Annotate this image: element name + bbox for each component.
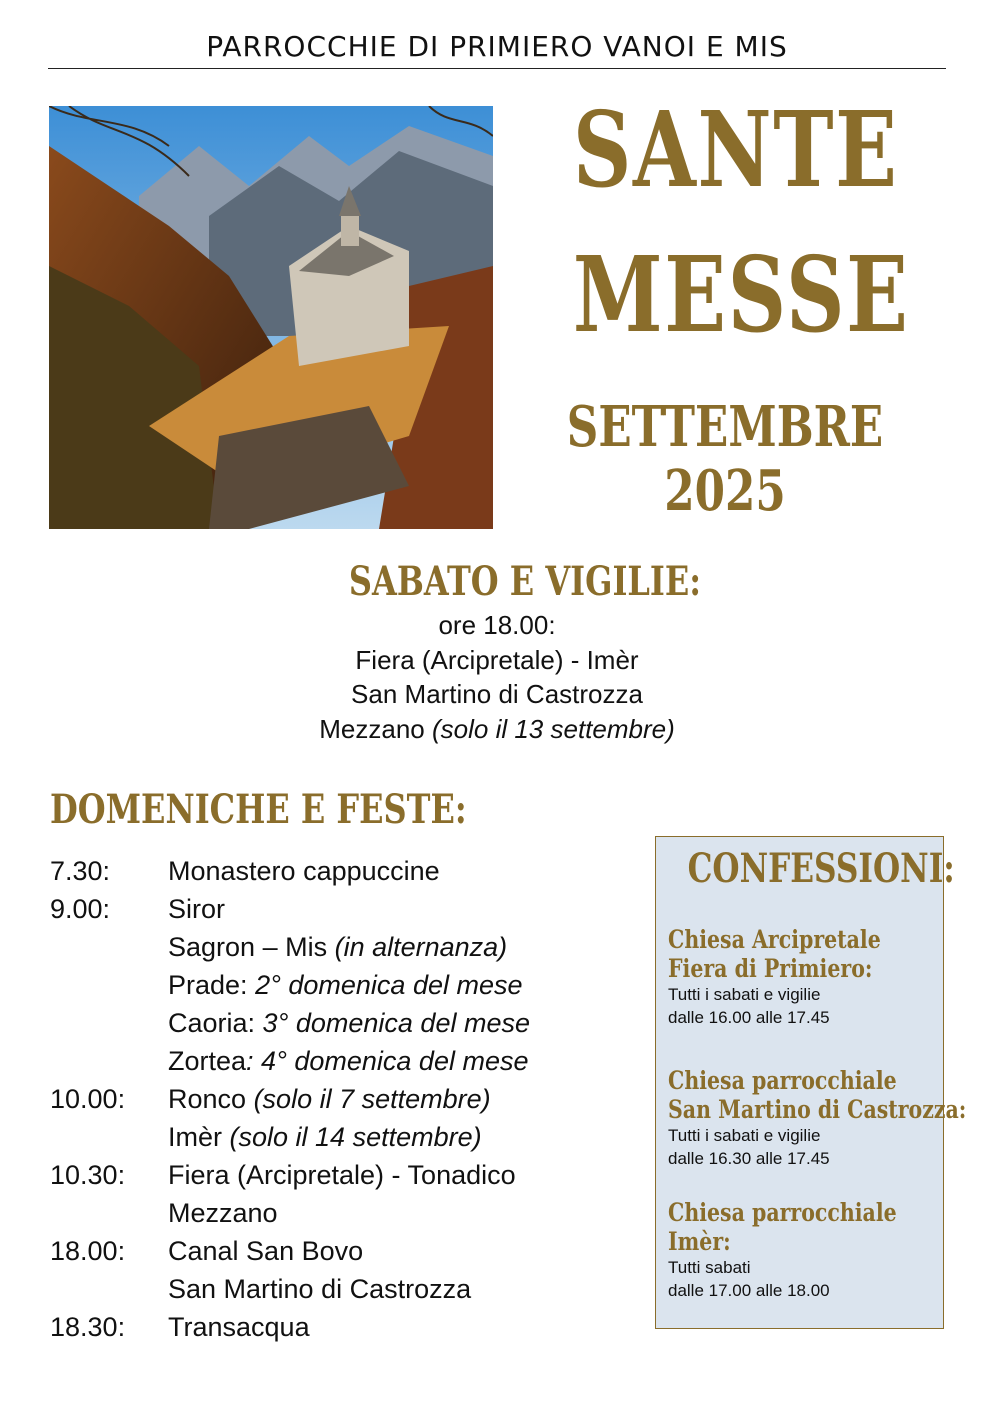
confession-church-name: Chiesa parrocchiale (668, 1198, 897, 1227)
title-messe: MESSE (572, 233, 910, 356)
sunday-heading: DOMENICHE E FESTE: (50, 786, 467, 833)
confession-block-san-martino (668, 1066, 967, 1170)
confessions-heading: CONFESSIONI: (687, 845, 955, 892)
parishes-header: PARROCCHIE DI PRIMIERO VANOI E MIS (206, 30, 788, 63)
saturday-place-1: San Martino di Castrozza (351, 679, 643, 709)
confession-church-place: San Martino di Castrozza: (668, 1095, 967, 1124)
confessions-box (655, 836, 967, 1329)
confession-hours: dalle 17.00 alle 18.00 (668, 1281, 830, 1300)
confession-church-place: Imèr: (668, 1227, 731, 1256)
confession-church-place: Fiera di Primiero: (668, 954, 873, 983)
confession-days: Tutti sabati (668, 1258, 751, 1277)
saturday-time: ore 18.00: (438, 610, 556, 640)
saturday-place-2: Mezzano (solo il 13 settembre) (319, 713, 675, 744)
title-month: SETTEMBRE 2025 (566, 394, 884, 524)
confession-block-arcipretale (668, 925, 938, 1029)
confession-hours: dalle 16.00 alle 17.45 (668, 1008, 830, 1027)
saturday-heading: SABATO E VIGILIE: (348, 558, 702, 605)
confession-church-name: Chiesa parrocchiale (668, 1066, 897, 1095)
confession-days: Tutti i sabati e vigilie (668, 1126, 821, 1145)
header-divider (48, 68, 946, 69)
flyer-page: PARROCCHIE DI PRIMIERO VANOI E MIS SANTE MESSE SETTEMBRE 2025 SABATO E VIGILIE: ore 18.00: Fiera (Arcipretale) - Imèr San Martino di Castrozza Mezzano (solo il 13 settembre) DOMENICHE E FESTE: 7.30: Monastero cappuccine 9.00: Siror Sagron – Mis (in alternanza) Prade: 2° domenica del mese Caoria: 3° domenica del mese Zortea: 4° domenica del mese 10.00: Ronco (solo il 7 settembre) Imèr (solo il 14 settembre) 10.30: Fiera (Arcipretale) - Tonadico Mezzano 18.00: Canal San Bovo San Martino di Castrozza 18.30: Transacqua CONFESSIONI: Chiesa Arcipretale Fiera di Primiero: Tutti i sabati e vigilie dalle 16.00 alle 17.45 Chiesa parrocchiale San Martino di Castrozza: Tutti i sabati e vigilie dalle 16.30 alle 17.45 Chiesa parrocchiale Imèr: Tutti sabati dalle 17.00 alle 18.00 (50, 30, 967, 1342)
saturday-lines (200, 608, 794, 746)
confession-church-name: Chiesa Arcipretale (668, 925, 881, 954)
church-photo (49, 106, 493, 529)
confession-block-imer (668, 1198, 938, 1302)
title-sante: SANTE (572, 88, 899, 211)
saturday-place-0: Fiera (Arcipretale) - Imèr (355, 644, 639, 675)
confession-hours: dalle 16.30 alle 17.45 (668, 1149, 830, 1168)
confession-days: Tutti i sabati e vigilie (668, 985, 821, 1004)
